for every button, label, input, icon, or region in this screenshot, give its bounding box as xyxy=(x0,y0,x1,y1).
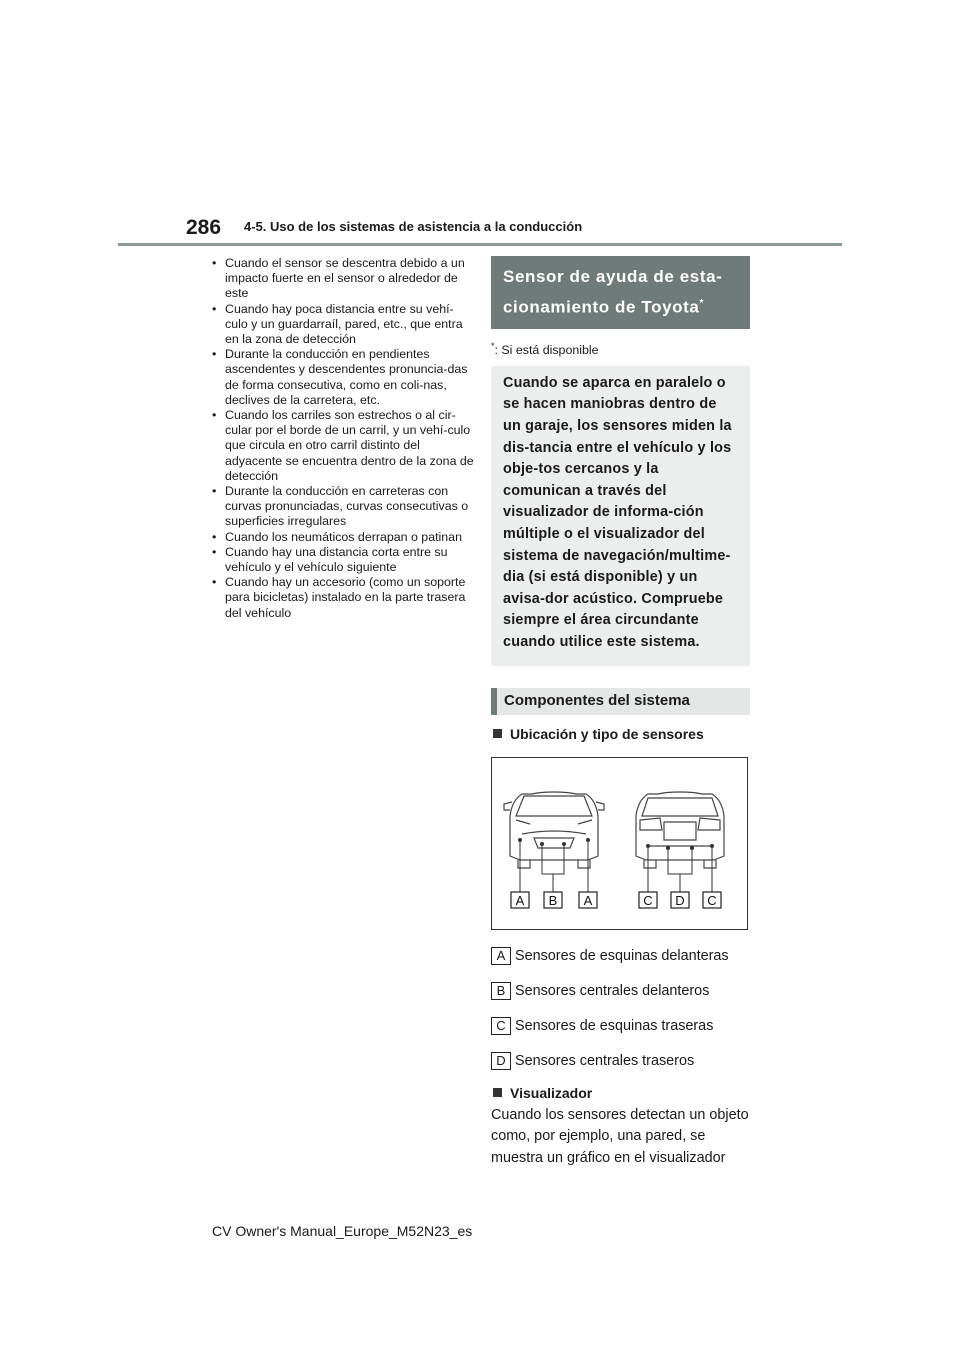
availability-note xyxy=(491,341,750,357)
footnote-mark: * xyxy=(699,298,704,309)
right-column xyxy=(491,256,750,1169)
display-text: Cuando los sensores detectan un objeto como, por ejemplo, una pared, se muestra un gráfico en el visualizador xyxy=(491,1106,749,1166)
list-item: • Durante la conducción en pendientes ascendentes y descendentes pronuncia-das de forma consecutiva, como en coli-nas, declives de la carretera, etc. xyxy=(212,347,474,408)
location-heading-text: Ubicación y tipo de sensores xyxy=(510,725,704,742)
square-bullet-icon xyxy=(493,729,502,738)
legend-item xyxy=(491,947,750,965)
list-item: • Cuando hay un accesorio (como un soporte para bicicletas) instalado en la parte trasera del vehículo xyxy=(212,575,474,621)
section-heading: 4-5. Uso de los sistemas de asistencia a la conducción xyxy=(244,219,583,234)
footer-text: CV Owner's Manual_Europe_M52N23_es xyxy=(212,1223,473,1239)
intro-box: Cuando se aparca en paralelo o se hacen maniobras dentro de un garaje, los sensores miden la dis-tancia entre el vehículo y los obje-tos cercanos y la comunican a través del visualizador de informa-ción múltiple o el visualizador del sistema de navegación/multime-dia (si está disponible) y un avisa-dor acústico. Compruebe siempre el área circundante cuando utilice este sistema. xyxy=(491,366,750,666)
legend-letter: A xyxy=(491,947,511,965)
feature-title-box xyxy=(491,256,750,329)
diagram-label: C xyxy=(707,892,717,908)
list-item: • Cuando el sensor se descentra debido a un impacto fuerte en el sensor o alrededor de este xyxy=(212,256,474,302)
diagram-label: D xyxy=(675,892,685,908)
legend-letter: C xyxy=(491,1017,511,1035)
list-item: • Durante la conducción en carreteras con curvas pronunciadas, curvas consecutivas o superficies irregulares xyxy=(212,484,474,530)
header-rule xyxy=(118,243,842,246)
diagram-label: C xyxy=(643,892,653,908)
legend-text: Sensores de esquinas traseras xyxy=(515,1017,714,1034)
components-title: Componentes del sistema xyxy=(491,688,750,715)
legend-item xyxy=(491,982,750,1000)
legend-text: Sensores de esquinas delanteras xyxy=(515,947,729,964)
display-heading xyxy=(491,1085,750,1101)
diagram-label: A xyxy=(583,892,593,908)
legend-letter: B xyxy=(491,982,511,1000)
legend-letter: D xyxy=(491,1052,511,1070)
sensor-diagram xyxy=(491,757,748,930)
display-heading-text: Visualizador xyxy=(510,1084,593,1101)
condition-list xyxy=(212,256,474,621)
rear-car-icon xyxy=(636,792,724,868)
location-heading xyxy=(491,726,750,742)
list-item: • Cuando los neumáticos derrapan o patinan xyxy=(212,530,474,545)
feature-title: Sensor de ayuda de esta-cionamiento de Toyota xyxy=(503,267,723,317)
car-sensor-illustration xyxy=(492,758,747,929)
legend-text: Sensores centrales delanteros xyxy=(515,982,710,999)
front-car-icon xyxy=(504,792,604,868)
diagram-label: B xyxy=(548,892,558,908)
diagram-label: A xyxy=(515,892,525,908)
footnote-mark: * xyxy=(491,340,495,351)
page-number: 286 xyxy=(186,216,222,239)
availability-note-text: : Si está disponible xyxy=(494,342,599,357)
legend-item xyxy=(491,1017,750,1035)
legend-item xyxy=(491,1052,750,1070)
square-bullet-icon xyxy=(493,1088,502,1097)
list-item: • Cuando hay una distancia corta entre su vehículo y el vehículo siguiente xyxy=(212,545,474,575)
diagram-label-boxes xyxy=(511,892,721,908)
legend-text: Sensores centrales traseros xyxy=(515,1052,695,1069)
list-item: • Cuando hay poca distancia entre su vehí-culo y un guardarraíl, pared, etc., que entra en la zona de detección xyxy=(212,302,474,348)
list-item: • Cuando los carriles son estrechos o al cir-cular por el borde de un carril, y un vehí-culo que circula en otro carril distinto del adyacente se encuentra dentro de la zona de detección xyxy=(212,408,474,484)
